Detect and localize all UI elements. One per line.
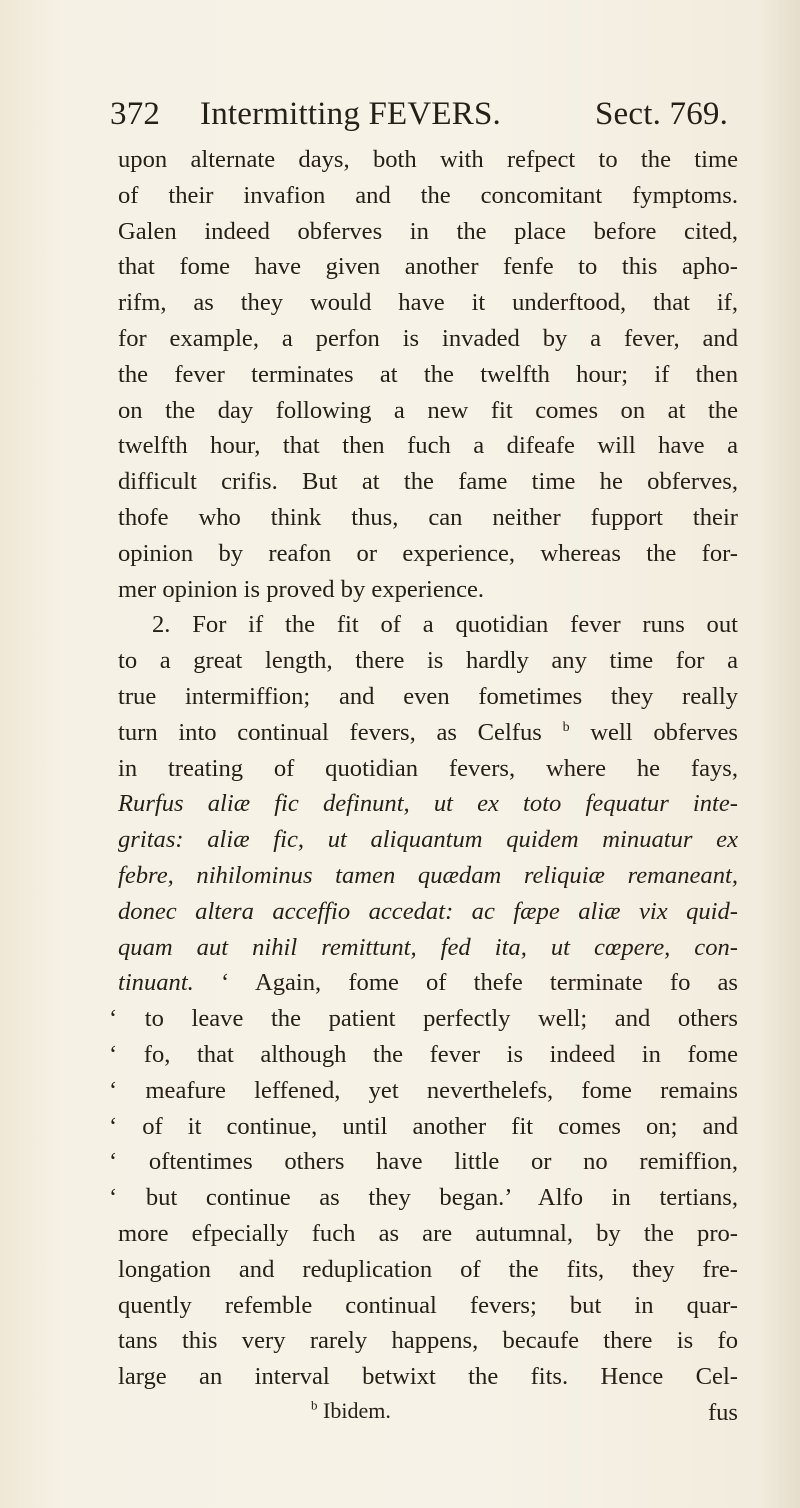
body-text [109, 142, 738, 1431]
text-line: for example, a perfon is invaded by a fever, and [118, 324, 738, 352]
text-line: thofe who think thus, can neither fupport their [118, 503, 738, 531]
text-line: large an interval betwixt the fits. Hence Cel- [118, 1363, 738, 1391]
text-line: tans this very rarely happens, becaufe there is fo [118, 1327, 738, 1355]
text-line: the fever terminates at the twelfth hour; if then [118, 360, 738, 388]
text-line: ‘ but continue as they began.’ Alfo in tertians, [109, 1184, 738, 1212]
text-line: upon alternate days, both with refpect to the time [118, 146, 738, 173]
text-line: ‘ to leave the patient perfectly well; and others [109, 1005, 738, 1033]
text-line: true intermiffion; and even fometimes they really [118, 682, 738, 710]
text-line [118, 858, 738, 894]
latin-quotation: Rurfus aliæ fic definunt, ut ex toto fequatur inte- [118, 790, 738, 818]
text-span: well obferves [569, 718, 738, 746]
text-line: mer opinion is proved by experience. [118, 575, 485, 603]
latin-quotation: gritas: aliæ fic, ut aliquantum quidem minuatur ex [118, 826, 738, 854]
running-title: Intermitting FEVERS. [200, 96, 501, 132]
text-line [118, 965, 738, 1001]
latin-quotation: febre, nihilominus tamen quædam reliquiæ remaneant, [118, 861, 738, 889]
section-number: Sect. 769. [595, 96, 729, 132]
text-line: twelfth hour, that then fuch a difeafe will have a [118, 432, 738, 460]
latin-quotation: tinuant. [118, 969, 194, 997]
text-line: Galen indeed obferves in the place before cited, [118, 217, 738, 245]
text-line: ‘ of it continue, until another fit comes on; and [109, 1112, 738, 1140]
text-line [118, 930, 738, 966]
text-line: in treating of quotidian fevers, where he fays, [118, 754, 738, 782]
text-line: to a great length, there is hardly any time for a [118, 647, 738, 675]
footnote-reference: b [562, 719, 570, 735]
page-number: 372 [110, 96, 161, 132]
footnote-text: Ibidem. [323, 1398, 391, 1423]
text-line: ‘ fo, that although the fever is indeed in fome [109, 1040, 738, 1068]
text-line: of their invafion and the concomitant fymptoms. [118, 181, 738, 209]
text-line [118, 894, 738, 930]
running-header [110, 96, 734, 142]
text-line: 2. For if the fit of a quotidian fever runs out [152, 611, 738, 639]
text-line: ‘ oftentimes others have little or no remiffion, [109, 1148, 738, 1176]
text-line [118, 822, 738, 858]
text-line: that fome have given another fenfe to this apho- [118, 253, 738, 281]
text-line: longation and reduplication of the fits, they fre- [118, 1255, 738, 1283]
footnote [311, 1398, 391, 1424]
text-span: ‘ Again, fome of thefe terminate fo as [193, 969, 738, 997]
text-line: difficult crifis. But at the fame time he obferves, [118, 468, 738, 496]
text-line: more efpecially fuch as are autumnal, by the pro- [118, 1219, 738, 1247]
text-line: opinion by reafon or experience, whereas the for- [118, 539, 738, 567]
text-line: on the day following a new fit comes on at the [118, 396, 738, 424]
footnote-marker: b [311, 1397, 318, 1413]
text-line: quently refemble continual fevers; but in quar- [118, 1291, 738, 1319]
text-line: rifm, as they would have it underftood, that if, [118, 289, 738, 317]
latin-quotation: quam aut nihil remittunt, fed ita, ut cœpere, con- [118, 933, 738, 961]
text-line [118, 715, 738, 751]
page-edge-shadow [760, 0, 800, 1508]
text-line: fus [707, 1398, 738, 1426]
text-line: ‘ meafure leffened, yet neverthelefs, fome remains [109, 1076, 738, 1104]
text-line [118, 786, 738, 822]
latin-quotation: donec altera acceffio accedat: ac fæpe aliæ vix quid- [118, 897, 738, 925]
text-span: turn into continual fevers, as Celfus [118, 718, 563, 746]
